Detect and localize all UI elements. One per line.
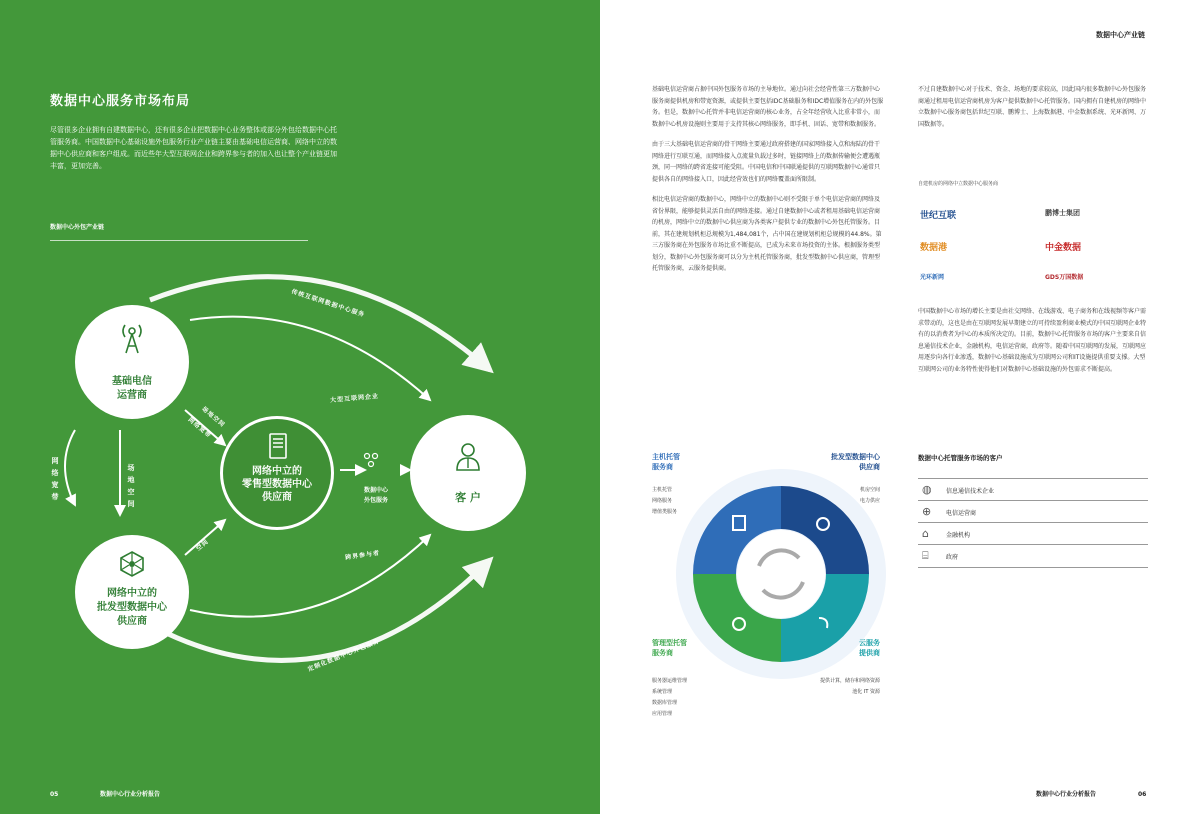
server-icon — [268, 433, 288, 459]
col2-para-2: 中国数据中心市场的增长主要是由社交网络、在线游戏、电子商务和在线视频等客户需求带动的，这也是由在互联网发展早期建立的可持续盈利商业模式的中国互联网企业特有的以消费者为中心的本质所决定的。目前，数据中心托管服务市场的客户主要来自信息通信技术企业，金融机构，电信运营商，政府等。随着中国互联网的发展，互联网应用逐步向各行业渗透，数据中心基础设施成为互联网公司和IT设施提供重要支撑。大型互联网公司的业务特性使得他们对数据中心基础设施的外包需求不断提高。 — [918, 308, 1147, 373]
satellite-icon: ⊕ — [922, 505, 932, 518]
donut-sub-cloud: 提供计算，储存和网络资源 池化 IT 资源 — [819, 678, 880, 695]
label-dc-outsource: 数据中心 外包服务 — [363, 487, 388, 504]
wholesale-dc-label: 网络中立的 批发型数据中心 供应商 — [97, 588, 167, 627]
footer-left: 数据中心行业分析报告 — [100, 791, 161, 798]
donut-label-wholesale: 批发型数据中心 供应商 — [831, 453, 880, 471]
customer-row-telecom: ⊕ 电信运营商 — [918, 500, 1148, 523]
label-large-internet: 大型互联网企业 — [329, 392, 380, 405]
retail-dc-label: 网络中立的 零售型数据中心 供应商 — [242, 466, 312, 503]
customer-row-government: ⌸ 政府 — [918, 544, 1148, 568]
page-number-right: 06 — [1138, 791, 1147, 798]
logo-gds: GDS万国数据 — [1045, 274, 1084, 281]
label-network-bw: 网络宽带 — [186, 416, 213, 440]
section-title: 数据中心服务市场布局 — [50, 94, 191, 109]
col2-para-1: 不过自建数据中心对于技术、资金、场地的要求较高，因此国内很多数据中心外包服务商通过租用电信运营商机房为客户提供数据中心托管服务。国内拥有自建机房的网络中立数据中心服务商包括世纪互联、鹏博士、上海数据港、中金数据系统、光环新网、万国数据等。 — [918, 86, 1147, 128]
intro-paragraph: 尽管很多企业拥有自建数据中心，还有很多企业把数据中心业务整体或部分外包给数据中心托管服务商。中国数据中心基础设施外包服务行业产业链主要由基础电信运营商、网络中立的数据中心供应商和客户组成。而近些年大型互联网企业和跨界参与者的加入也让整个产业链更加丰富，更加完善。 — [50, 126, 337, 170]
globe-icon: ◍ — [922, 483, 932, 496]
telecom-operator-node — [75, 305, 189, 419]
telecom-operator-label: 基础电信 运营商 — [112, 376, 152, 401]
page-number-left: 05 — [50, 791, 59, 798]
figure-label: 数据中心外包产业链 — [50, 224, 105, 231]
wholesale-dc-node — [75, 535, 189, 649]
logo-vnet: 世纪互联 — [920, 211, 957, 221]
label-bw-vertical: 网络宽带 — [51, 457, 59, 501]
bank-icon: ⌂ — [922, 527, 929, 540]
label-site-space: 场地空间 — [200, 405, 227, 429]
antenna-icon — [117, 321, 147, 355]
share-icon — [363, 452, 379, 468]
donut-label-managed: 管理型托管 服务商 — [652, 639, 687, 657]
col1-para-3: 相比电信运营商的数据中心，网络中立的数据中心则不受限于单个电信运营商的网络及省份界限，能够提供灵活自由的网络连接。通过自建数据中心或者租用基础电信运营商的机房，网络中立的数据中心供应商为各类客户提供专业的数据中心外包托管服务。目前，其在建规划机柜总规模为1,484,081个，占中国在建规划机柜总规模的44.8%。第三方服务商在外包服务市场比重不断提高，已成为未来市场投资的主体。根据服务类型划分，数据中心外包服务商可以分为主机托管服务商，批发型数据中心供应商，管理型托管服务商，云服务提供商。 — [652, 196, 882, 272]
customer-row-ict: ◍ 信息通信技术企业 — [918, 478, 1148, 501]
label-traditional-idc: 传统互联网数据中心服务 — [290, 288, 366, 319]
donut-sub-managed: 服务器运维管理 系统管理 数据库管理 应用管理 — [652, 678, 688, 717]
col1-para-2: 由于三大基础电信运营商的骨干网络主要通过政府搭建的国家网络接入点和海陆的骨干网络进行互联互通，而网络接入点流量负载过多时，链接网络上的数据传输便会遭遇瓶颈，同一网络的跨省连接可能受阻。中国电信和中国联通提供的互联网数据中心通常只提供各自的网络接入口，因此经营效也们的网络覆盖面所限制。 — [652, 141, 881, 183]
label-cross-border: 跨界参与者 — [344, 549, 381, 562]
customers-title: 数据中心托管服务市场的客户 — [918, 454, 1003, 462]
footer-right: 数据中心行业分析报告 — [1036, 791, 1097, 798]
donut-sub-wholesale: 机房空间 电力供应 — [859, 487, 880, 504]
label-custom-outsource: 定制化数据中心外包服务 — [306, 637, 381, 674]
col1-para-1: 基础电信运营商占据中国外包服务市场的主导地位。通过向社会经营性第三方数据中心服务商提供机房和带宽资源，或提供主要包括IDC基础服务和IDC增值服务在内的外包服务。但是，数据中心托管并非电信运营商的核心业务，占全年经营收入比重非常小，而数据中心机房设施则主要用于支持其核心网络服务，即手机、固话、宽带和数据服务。 — [652, 86, 884, 128]
donut-label-cloud: 云服务 提供商 — [859, 639, 880, 657]
page-header: 数据中心产业链 — [1096, 31, 1145, 39]
person-icon — [454, 441, 482, 471]
label-site-vertical: 场地空间 — [127, 464, 135, 508]
customer-label: 客 户 — [455, 491, 481, 504]
retail-dc-node — [220, 416, 334, 530]
building-icon: ⌸ — [922, 549, 929, 562]
logos-title: 自建机房的网络中立数据中心服务商 — [918, 181, 999, 187]
logo-shub: 数据港 — [920, 243, 948, 253]
logo-drpeng: 鹏博士集团 — [1045, 209, 1080, 217]
donut-label-host: 主机托管 服务商 — [652, 453, 680, 471]
molecule-icon — [117, 549, 147, 579]
logo-sinnet: 光环新网 — [920, 274, 945, 281]
donut-sub-host: 主机托管 网络服务 增值类服务 — [652, 487, 678, 515]
customer-node — [410, 415, 526, 531]
label-space: 空间 — [195, 538, 211, 553]
logo-cdsc: 中金数据 — [1045, 243, 1082, 253]
column-1 — [652, 84, 884, 284]
customer-row-finance: ⌂ 金融机构 — [918, 522, 1148, 545]
